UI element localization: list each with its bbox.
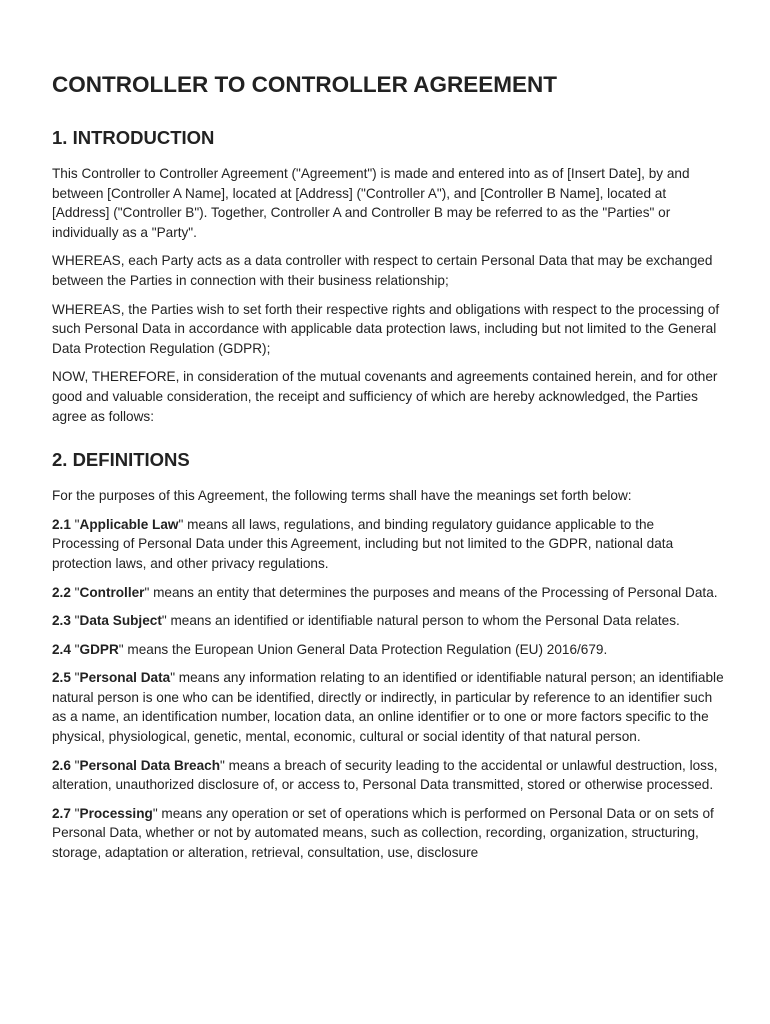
definition-term: Personal Data Breach xyxy=(79,757,221,773)
document-page xyxy=(52,70,724,872)
definition-number: 2.4 xyxy=(52,641,71,657)
definition-number: 2.7 xyxy=(52,805,71,821)
definition-text: means an identified or identifiable natural person to whom the Personal Data relates. xyxy=(166,613,680,629)
definition-item: 2.5 "Personal Data" means any information relating to an identified or identifiable natural person; an identifiable natural person is one who can be identified, directly or indirectly, in particular by reference to an identifier such as a name, an identification number, location data, an online identifier or to one or more factors specific to the physical, physiological, genetic, mental, economic, cultural or social identity of that natural person. xyxy=(52,670,724,745)
definition-item: 2.4 "GDPR" means the European Union General Data Protection Regulation (EU) 2016/679. xyxy=(52,641,608,657)
definition-item: 2.7 "Processing" means any operation or set of operations which is performed on Personal Data or on sets of Personal Data, whether or not by automated means, such as collection, recording, organization, structuring, storage, adaptation or alteration, retrieval, consultation, use, disclosure xyxy=(52,805,714,861)
definition-number: 2.1 xyxy=(52,516,71,532)
definition-term: Controller xyxy=(79,584,145,600)
definition-item: 2.1 "Applicable Law" means all laws, regulations, and binding regulatory guidance applicable to the Processing of Personal Data under this Agreement, including but not limited to the GDPR, national data protection laws, and other privacy regulations. xyxy=(52,516,674,571)
definition-text: means any information relating to an identified or identifiable natural person; an identifiable natural person is one who can be identified, directly or indirectly, in particular by reference to an identifier such as a name, an identification number, location data, an online identifier or to one or more factors specific to the physical, physiological, genetic, mental, economic, cultural or social identity of that natural person. xyxy=(52,670,724,745)
definition-term: Data Subject xyxy=(79,613,162,629)
definition-term: Personal Data xyxy=(79,670,171,686)
section-heading-introduction: 1. INTRODUCTION xyxy=(52,127,215,148)
definition-term: Processing xyxy=(79,805,153,821)
definition-number: 2.3 xyxy=(52,613,71,629)
definition-number: 2.5 xyxy=(52,670,71,686)
section-heading-definitions: 2. DEFINITIONS xyxy=(52,449,190,471)
definition-text: means all laws, regulations, and binding regulatory guidance applicable to the Processing of Personal Data under this Agreement, including but not limited to the GDPR, national data protection laws, and other privacy regulations. xyxy=(52,516,674,571)
definition-text: means a breach of security leading to the accidental or unlawful destruction, loss, alteration, unauthorized disclosure of, or access to, Personal Data transmitted, stored or otherwise processed. xyxy=(52,757,718,793)
definition-number: 2.6 xyxy=(52,757,71,773)
document-title: CONTROLLER TO CONTROLLER AGREEMENT xyxy=(52,72,557,97)
definition-item: 2.3 "Data Subject" means an identified or identifiable natural person to whom the Personal Data relates. xyxy=(52,613,680,629)
definitions-intro: For the purposes of this Agreement, the following terms shall have the meanings set forth below: xyxy=(52,488,632,504)
whereas-paragraph-2: WHEREAS, the Parties wish to set forth their respective rights and obligations with respect to the processing of such Personal Data in accordance with applicable data protection laws, including but not limited to the General Data Protection Regulation (GDPR); xyxy=(52,301,720,356)
whereas-paragraph-1: WHEREAS, each Party acts as a data controller with respect to certain Personal Data that may be exchanged between the Parties in connection with their business relationship; xyxy=(52,253,713,288)
definition-number: 2.2 xyxy=(52,584,71,600)
intro-paragraph: This Controller to Controller Agreement ("Agreement") is made and entered into as of [Insert Date], by and between [Controller A Name], located at [Address] ("Controller A"), and [Controller B Name], located at [Address] ("Controller B"). Together, Controller A and Controller B may be referred to as the "Parties" or individually as a "Party". xyxy=(52,166,690,240)
definition-term: GDPR xyxy=(79,641,119,657)
now-therefore-paragraph: NOW, THEREFORE, in consideration of the mutual covenants and agreements contained herein, and for other good and valuable consideration, the receipt and sufficiency of which are hereby acknowledged, the Parties agree as follows: xyxy=(52,369,718,424)
definition-item: 2.2 "Controller" means an entity that determines the purposes and means of the Processing of Personal Data. xyxy=(52,584,718,600)
definition-item: 2.6 "Personal Data Breach" means a breach of security leading to the accidental or unlawful destruction, loss, alteration, unauthorized disclosure of, or access to, Personal Data transmitted, stored or otherwise processed. xyxy=(52,757,718,793)
definition-term: Applicable Law xyxy=(79,516,179,532)
definition-text: means any operation or set of operations which is performed on Personal Data or on sets of Personal Data, whether or not by automated means, such as collection, recording, organization, structuring, storage, adaptation or alteration, retrieval, consultation, use, disclosure xyxy=(52,805,714,861)
definition-text: means the European Union General Data Protection Regulation (EU) 2016/679. xyxy=(123,641,608,657)
definition-text: means an entity that determines the purposes and means of the Processing of Personal Data. xyxy=(149,584,718,600)
